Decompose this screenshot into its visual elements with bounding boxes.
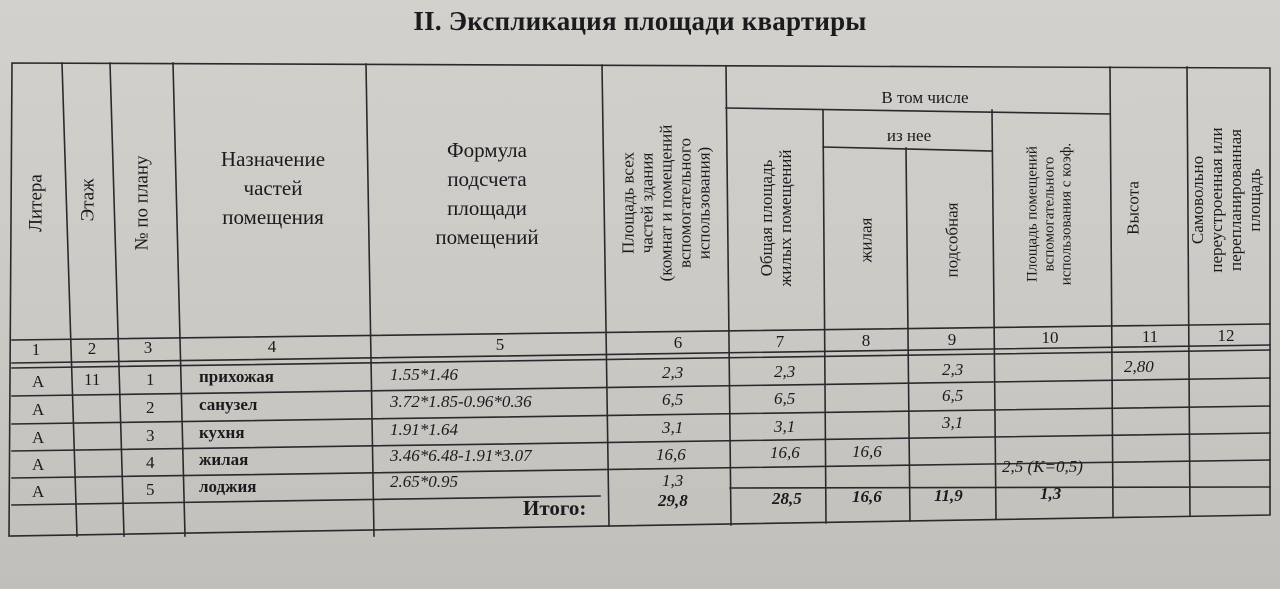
header-podsobnaya: подсобная [942, 202, 962, 278]
cell-zhil: 16,6 [852, 442, 882, 461]
cell-formula: 3.72*1.85-0.96*0.36 [390, 392, 532, 411]
header-line: площадь [1245, 168, 1264, 232]
cell-name: жилая [199, 450, 249, 469]
header-line: вспомогательного [675, 138, 695, 268]
cell-litera: А [32, 372, 45, 391]
header-line: Самовольно [1188, 155, 1207, 245]
header-line: использования с коэф. [1058, 142, 1075, 286]
header-line: Площадь помещений [1024, 146, 1041, 282]
cell-formula: 2.65*0.95 [390, 472, 458, 491]
cell-name: санузел [199, 395, 258, 414]
header-line: вспомогательного [1041, 156, 1058, 272]
header-line: перепланированная [1226, 129, 1245, 271]
header-no-po-planu: № по плану [131, 155, 153, 251]
totals-vspom: 1,3 [1040, 484, 1062, 503]
page-title: II. Экспликация площади квартиры [413, 6, 867, 36]
header-line: (комнат и помещений [656, 124, 676, 282]
cell-name: лоджия [199, 477, 257, 496]
cell-total: 3,1 [662, 418, 684, 437]
column-number: 12 [1217, 326, 1235, 345]
totals-obshch: 28,5 [772, 489, 802, 508]
cell-podsob: 3,1 [942, 413, 964, 432]
header-iz-nee: из нее [886, 126, 932, 145]
column-number: 9 [947, 330, 957, 349]
cell-no: 3 [146, 426, 155, 445]
column-number: 2 [87, 339, 97, 358]
column-number: 5 [495, 335, 505, 354]
header-obshchaya [757, 149, 795, 286]
header-naznachenie-line: частей [243, 176, 303, 200]
cell-litera: А [32, 400, 45, 419]
header-formula [394, 136, 580, 252]
header-formula-line: площади [447, 196, 527, 220]
cell-obshch: 2,3 [774, 362, 796, 381]
cell-name: прихожая [199, 367, 274, 386]
column-number: 11 [1141, 327, 1159, 346]
header-line: Общая площадь [757, 159, 776, 277]
header-naznachenie-line: помещения [222, 205, 324, 229]
header-ploshchad-vsekh [619, 125, 714, 282]
cell-name: кухня [199, 423, 245, 442]
cell-no: 2 [146, 398, 155, 417]
header-formula-line: Формула [447, 138, 527, 162]
totals-zhil: 16,6 [852, 487, 882, 506]
cell-no: 1 [146, 370, 155, 389]
cell-etazh: 11 [84, 370, 101, 389]
header-line: переустроенная или [1207, 127, 1226, 273]
header-line: жилых помещений [776, 149, 795, 287]
cell-podsob: 2,3 [942, 360, 964, 379]
header-naznachenie [190, 145, 356, 232]
cell-no: 4 [146, 453, 155, 472]
cell-total: 6,5 [662, 390, 684, 409]
cell-total: 16,6 [656, 445, 686, 464]
header-line: частей здания [637, 152, 657, 254]
header-v-tom-chisle: В том числе [881, 88, 969, 107]
header-vspomogat [1025, 143, 1076, 285]
header-zhilaya: жилая [856, 217, 876, 263]
totals-total: 29,8 [658, 491, 688, 510]
header-samovolno [1188, 127, 1264, 272]
header-naznachenie-line: Назначение [220, 147, 326, 171]
cell-total: 2,3 [662, 363, 684, 382]
column-number: 1 [31, 340, 41, 359]
cell-obshch: 3,1 [774, 417, 796, 436]
column-number: 8 [861, 331, 871, 350]
cell-vysota: 2,80 [1124, 357, 1154, 376]
cell-no: 5 [146, 480, 155, 499]
header-litera: Литера [25, 174, 47, 232]
cell-obshch: 16,6 [770, 443, 800, 462]
column-number: 3 [143, 338, 153, 357]
column-number: 10 [1041, 328, 1059, 347]
header-line: использования) [694, 146, 714, 260]
cell-litera: А [32, 482, 45, 501]
header-line: Площадь всех [618, 151, 638, 255]
cell-podsob: 6,5 [942, 386, 964, 405]
header-vysota: Высота [1123, 181, 1143, 235]
cell-litera: А [32, 428, 45, 447]
cell-vspom: 2,5 (K=0,5) [1002, 457, 1083, 476]
cell-formula: 1.55*1.46 [390, 365, 458, 384]
header-etazh: Этаж [77, 178, 99, 222]
cell-litera: А [32, 455, 45, 474]
header-formula-line: подсчета [447, 167, 527, 191]
cell-formula: 3.46*6.48-1.91*3.07 [390, 446, 532, 465]
column-number: 6 [673, 333, 683, 352]
column-number: 7 [775, 332, 785, 351]
column-number: 4 [267, 337, 277, 356]
cell-formula: 1.91*1.64 [390, 420, 458, 439]
totals-podsob: 11,9 [934, 486, 963, 505]
cell-total: 1,3 [662, 471, 684, 490]
cell-obshch: 6,5 [774, 389, 796, 408]
header-formula-line: помещений [435, 225, 539, 249]
totals-label: Итого: [523, 496, 587, 520]
